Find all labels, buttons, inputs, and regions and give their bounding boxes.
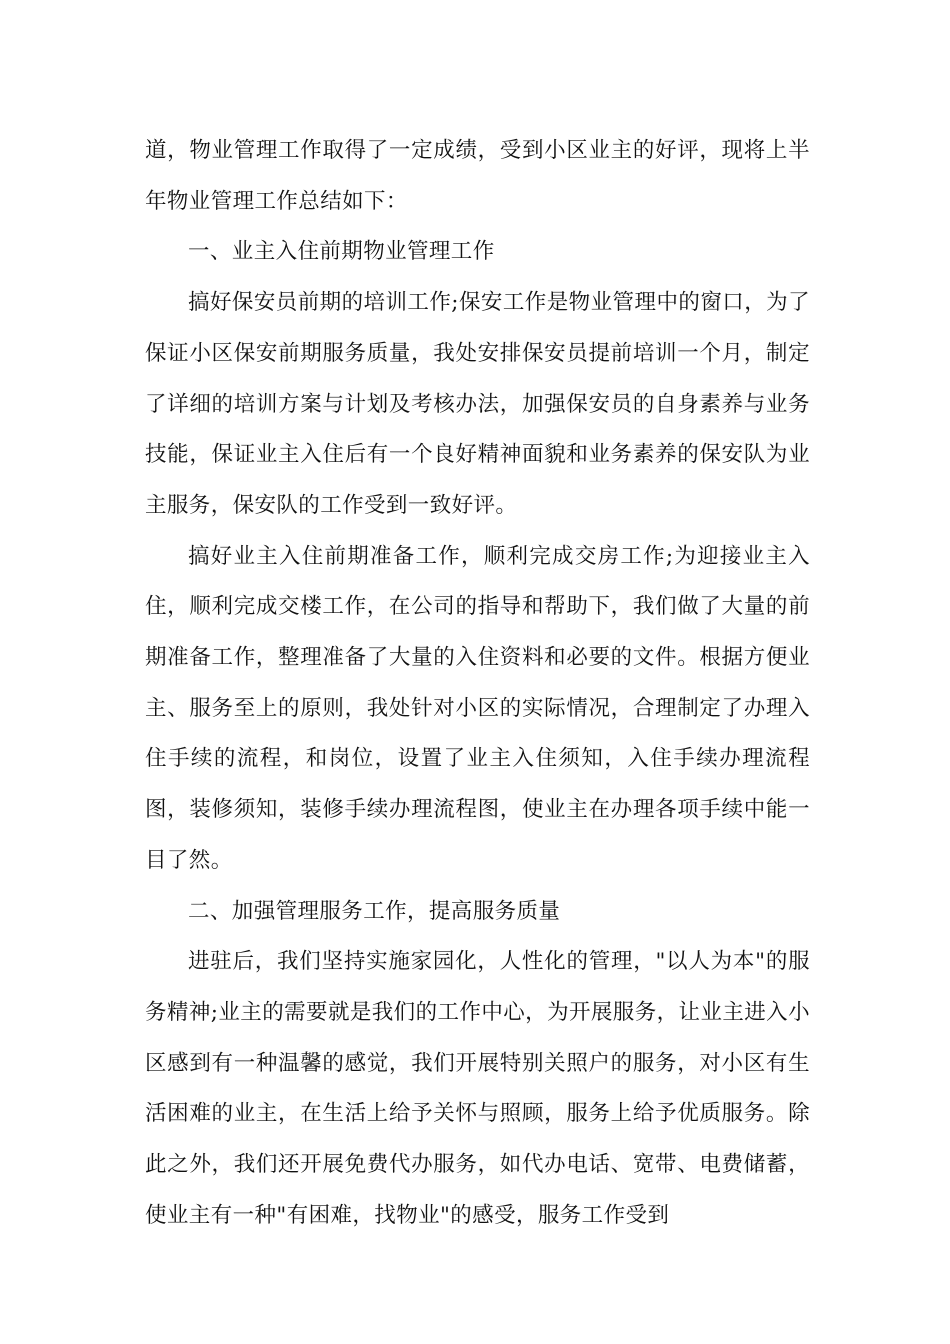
section-heading-1: 一、业主入住前期物业管理工作 bbox=[188, 239, 495, 265]
paragraph-intro-continuation: 道，物业管理工作取得了一定成绩，受到小区业主的好评，现将上半年物业管理工作总结如下： bbox=[145, 138, 810, 214]
document-body bbox=[145, 126, 810, 1241]
paragraph-service-quality: 进驻后，我们坚持实施家园化，人性化的管理，"以人为本"的服务精神;业主的需要就是我们的工作中心，为开展服务，让业主进入小区感到有一种温馨的感觉，我们开展特别关照户的服务，对小区有生活困难的业主，在生活上给予关怀与照顾，服务上给予优质服务。除此之外，我们还开展免费代办服务，如代办电话、宽带、电费储蓄，使业主有一种"有困难，找物业"的感受，服务工作受到 bbox=[145, 949, 810, 1228]
section-heading-2: 二、加强管理服务工作，提高服务质量 bbox=[188, 898, 561, 924]
paragraph-move-in-preparation: 搞好业主入住前期准备工作，顺利完成交房工作;为迎接业主入住，顺利完成交楼工作，在公司的指导和帮助下，我们做了大量的前期准备工作，整理准备了大量的入住资料和必要的文件。根据方便业主、服务至上的原则，我处针对小区的实际情况，合理制定了办理入住手续的流程，和岗位，设置了业主入住须知，入住手续办理流程图，装修须知，装修手续办理流程图，使业主在办理各项手续中能一目了然。 bbox=[145, 543, 810, 873]
paragraph-security-training: 搞好保安员前期的培训工作;保安工作是物业管理中的窗口，为了保证小区保安前期服务质量，我处安排保安员提前培训一个月，制定了详细的培训方案与计划及考核办法，加强保安员的自身素养与业务技能，保证业主入住后有一个良好精神面貌和业务素养的保安队为业主服务，保安队的工作受到一致好评。 bbox=[145, 290, 810, 518]
